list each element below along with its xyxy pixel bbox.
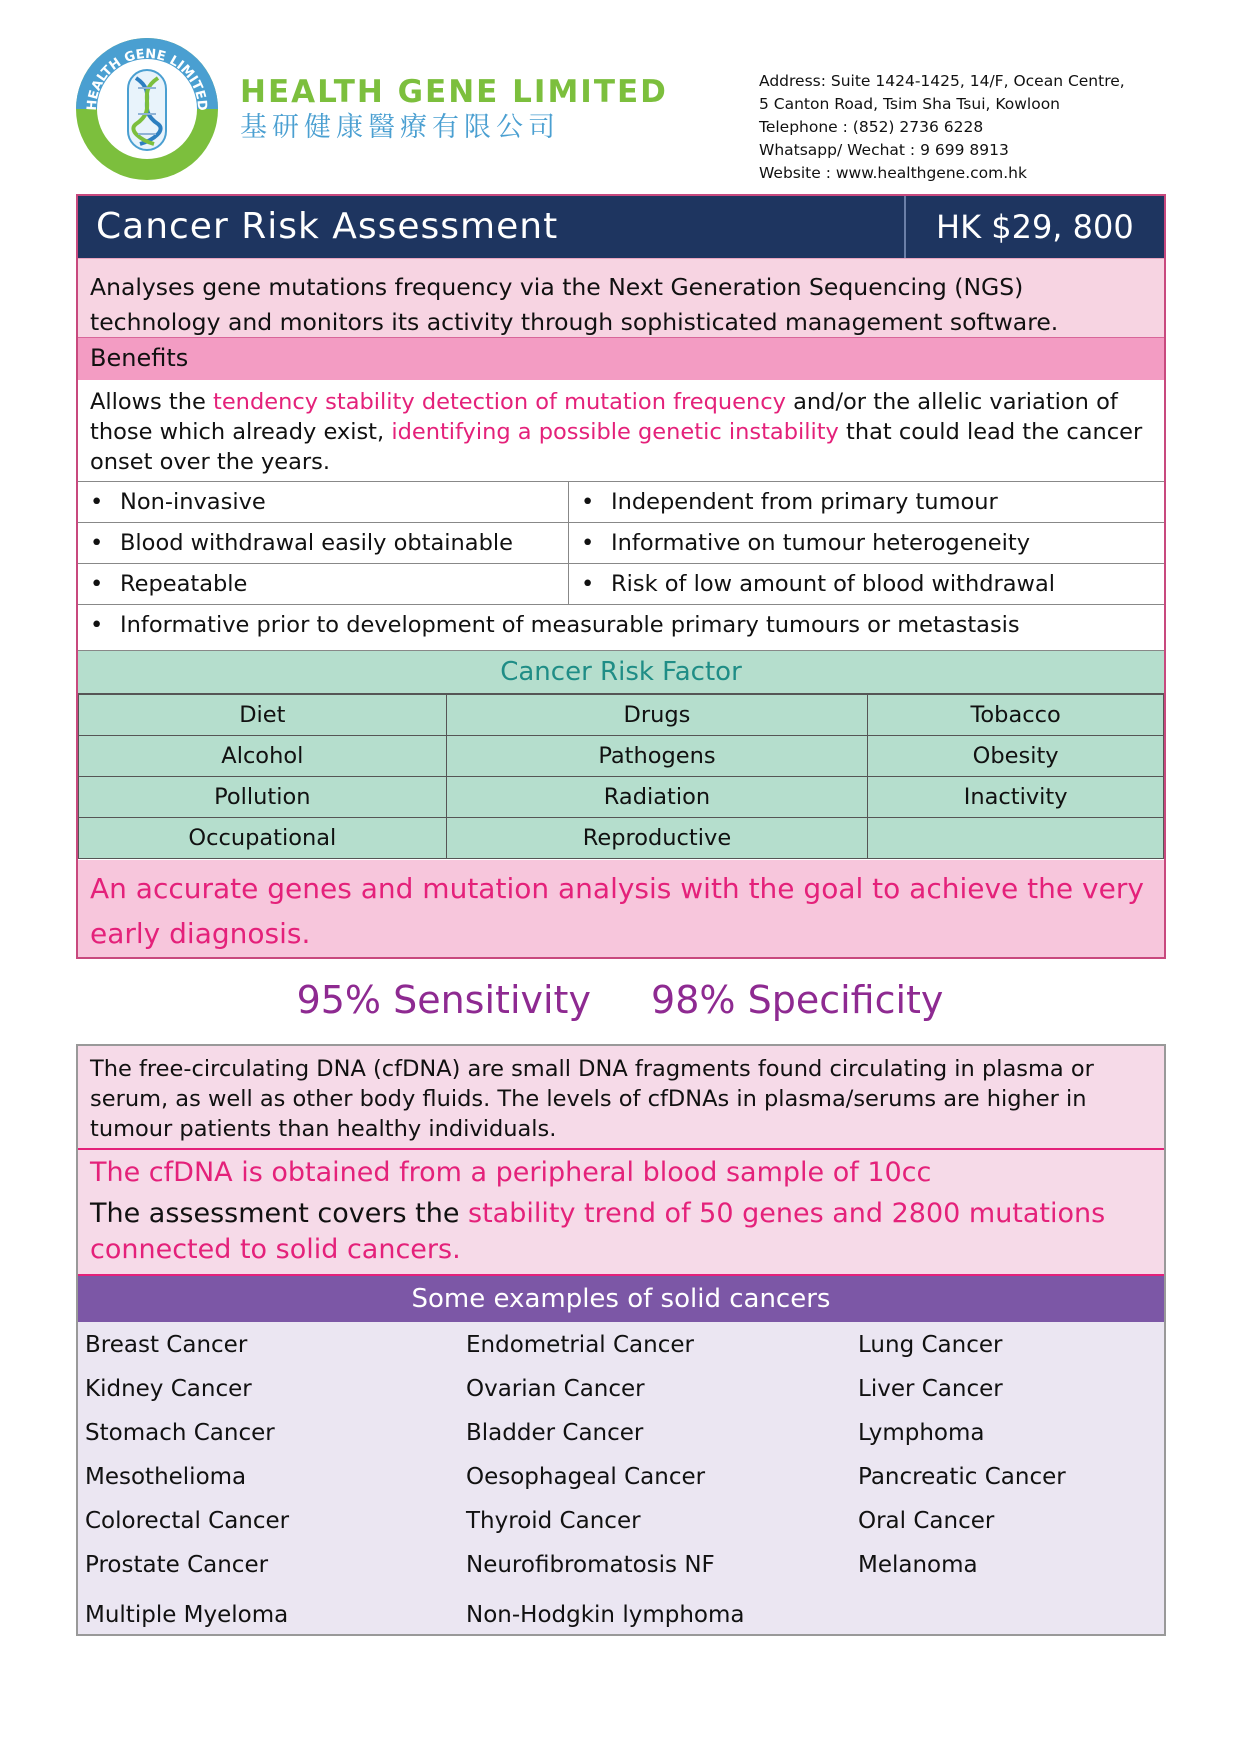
list-item: Oesophageal Cancer [466,1464,706,1490]
bullet-dot-icon: • [90,489,104,515]
risk-factor-cell: Diet [79,695,447,736]
contact-block [759,70,1125,185]
risk-factor-cell: Obesity [868,736,1164,777]
bullet-dot-icon: • [581,571,595,597]
bullet-row-full [78,605,1164,647]
performance-metrics [0,978,1240,1022]
risk-factor-cell: Radiation [446,777,868,818]
bullet-row [78,482,1164,523]
accurate-statement: An accurate genes and mutation analysis with the goal to achieve the very early diagnosis. [78,860,1164,957]
list-item: Kidney Cancer [85,1376,252,1402]
bullet-item [90,482,266,522]
list-item: Pancreatic Cancer [858,1464,1066,1490]
risk-factor-cell: Inactivity [868,777,1164,818]
bullet-label: Independent from primary tumour [611,489,998,515]
bullet-item [90,523,513,563]
list-item: Non-Hodgkin lymphoma [466,1602,745,1628]
column-divider [568,523,569,563]
benefit-bullets [78,482,1164,647]
list-item: Neurofibromatosis NF [466,1552,715,1578]
table-row [79,777,1164,818]
assessment-section [76,194,1166,959]
bullet-dot-icon: • [90,571,104,597]
bullet-item [581,482,998,522]
benefits-description [78,380,1164,482]
bullet-row [78,564,1164,605]
company-name [240,74,668,146]
contact-website[interactable]: Website : www.healthgene.com.hk [759,164,1027,182]
list-item: Ovarian Cancer [466,1376,645,1402]
list-item: Melanoma [858,1552,978,1578]
bullet-dot-icon: • [581,530,595,556]
title-bar [78,196,1164,258]
bullet-item [90,605,1020,645]
risk-factor-heading: Cancer Risk Factor [78,650,1164,694]
benefits-text-part: Allows the [90,389,214,415]
risk-factor-cell: Reproductive [446,818,868,859]
specificity-metric: 98% Specificity [651,978,944,1022]
logo-ring-text: HEALTH GENE LIMITED [84,46,210,112]
bullet-dot-icon: • [581,489,595,515]
bullet-label: Informative on tumour heterogeneity [611,530,1031,556]
list-item: Colorectal Cancer [85,1508,290,1534]
coverage-text: The assessment covers the [90,1198,469,1229]
dna-tube-icon [128,70,166,150]
bullet-item [581,564,1055,604]
bullet-dot-icon: • [90,612,104,638]
list-item: Breast Cancer [85,1332,248,1358]
risk-factor-cell: Occupational [79,818,447,859]
cfdna-sample: The cfDNA is obtained from a peripheral blood sample of 10cc [78,1150,1164,1196]
contact-address-line-1: Address: Suite 1424-1425, 14/F, Ocean Centre, [759,72,1125,90]
coverage-highlight: stability trend of 50 genes and 2800 mutations connected to solid cancers. [90,1198,1106,1265]
table-row [79,695,1164,736]
column-divider [568,482,569,522]
company-name-zh: 基研健康醫療有限公司 [240,112,560,143]
risk-factor-table [78,694,1164,859]
contact-address-line-2: 5 Canton Road, Tsim Sha Tsui, Kowloon [759,95,1061,113]
bullet-row [78,523,1164,564]
table-row [79,736,1164,777]
benefits-highlight: tendency stability detection of mutation frequency [213,389,786,415]
list-item: Stomach Cancer [85,1420,275,1446]
list-item: Thyroid Cancer [466,1508,641,1534]
list-item: Endometrial Cancer [466,1332,694,1358]
bullet-label: Informative prior to development of measurable primary tumours or metastasis [120,612,1020,638]
bullet-dot-icon: • [90,530,104,556]
table-row [79,818,1164,859]
benefits-highlight: identifying a possible genetic instability [391,419,839,445]
risk-factor-cell-empty [868,818,1164,859]
bullet-label: Repeatable [120,571,248,597]
risk-factor-cell: Alcohol [79,736,447,777]
list-item: Liver Cancer [858,1376,1003,1402]
contact-telephone: Telephone : (852) 2736 6228 [759,118,984,136]
list-item: Lymphoma [858,1420,985,1446]
cfdna-section [76,1044,1166,1636]
risk-factor-cell: Tobacco [868,695,1164,736]
benefits-text-part: that could lead the cancer onset over the years. [90,419,1143,475]
list-item: Oral Cancer [858,1508,995,1534]
benefits-text-part: and/or the allelic variation of those which already exist, [90,389,1118,445]
company-logo [74,36,220,182]
list-item: Multiple Myeloma [85,1602,289,1628]
list-item: Prostate Cancer [85,1552,269,1578]
price-divider [904,196,906,258]
bullet-label: Non-invasive [120,489,266,515]
risk-factor-cell: Pathogens [446,736,868,777]
bullet-item [90,564,247,604]
list-item: Mesothelioma [85,1464,247,1490]
company-name-en: HEALTH GENE LIMITED [240,74,668,110]
assessment-coverage [78,1196,1164,1276]
examples-heading: Some examples of solid cancers [78,1276,1164,1322]
risk-factor-cell: Drugs [446,695,868,736]
bullet-label: Blood withdrawal easily obtainable [120,530,513,556]
list-item: Lung Cancer [858,1332,1003,1358]
list-item: Bladder Cancer [466,1420,644,1446]
product-intro: Analyses gene mutations frequency via the Next Generation Sequencing (NGS) technology and monitors its activity through sophisticated management software. [78,258,1164,338]
column-divider [568,564,569,604]
page-header [0,0,1240,190]
bullet-label: Risk of low amount of blood withdrawal [611,571,1056,597]
contact-whatsapp: Whatsapp/ Wechat : 9 699 8913 [759,141,1009,159]
risk-factor-cell: Pollution [79,777,447,818]
sensitivity-metric: 95% Sensitivity [296,978,591,1022]
product-title: Cancer Risk Assessment [96,206,559,247]
product-price: HK $29, 800 [936,208,1134,246]
cfdna-description: The free-circulating DNA (cfDNA) are small DNA fragments found circulating in plasma or serum, as well as other body fluids. The levels of cfDNAs in plasma/serums are higher in tumour patients than healthy individuals. [78,1046,1164,1150]
bullet-item [581,523,1030,563]
benefits-heading: Benefits [78,338,1164,380]
